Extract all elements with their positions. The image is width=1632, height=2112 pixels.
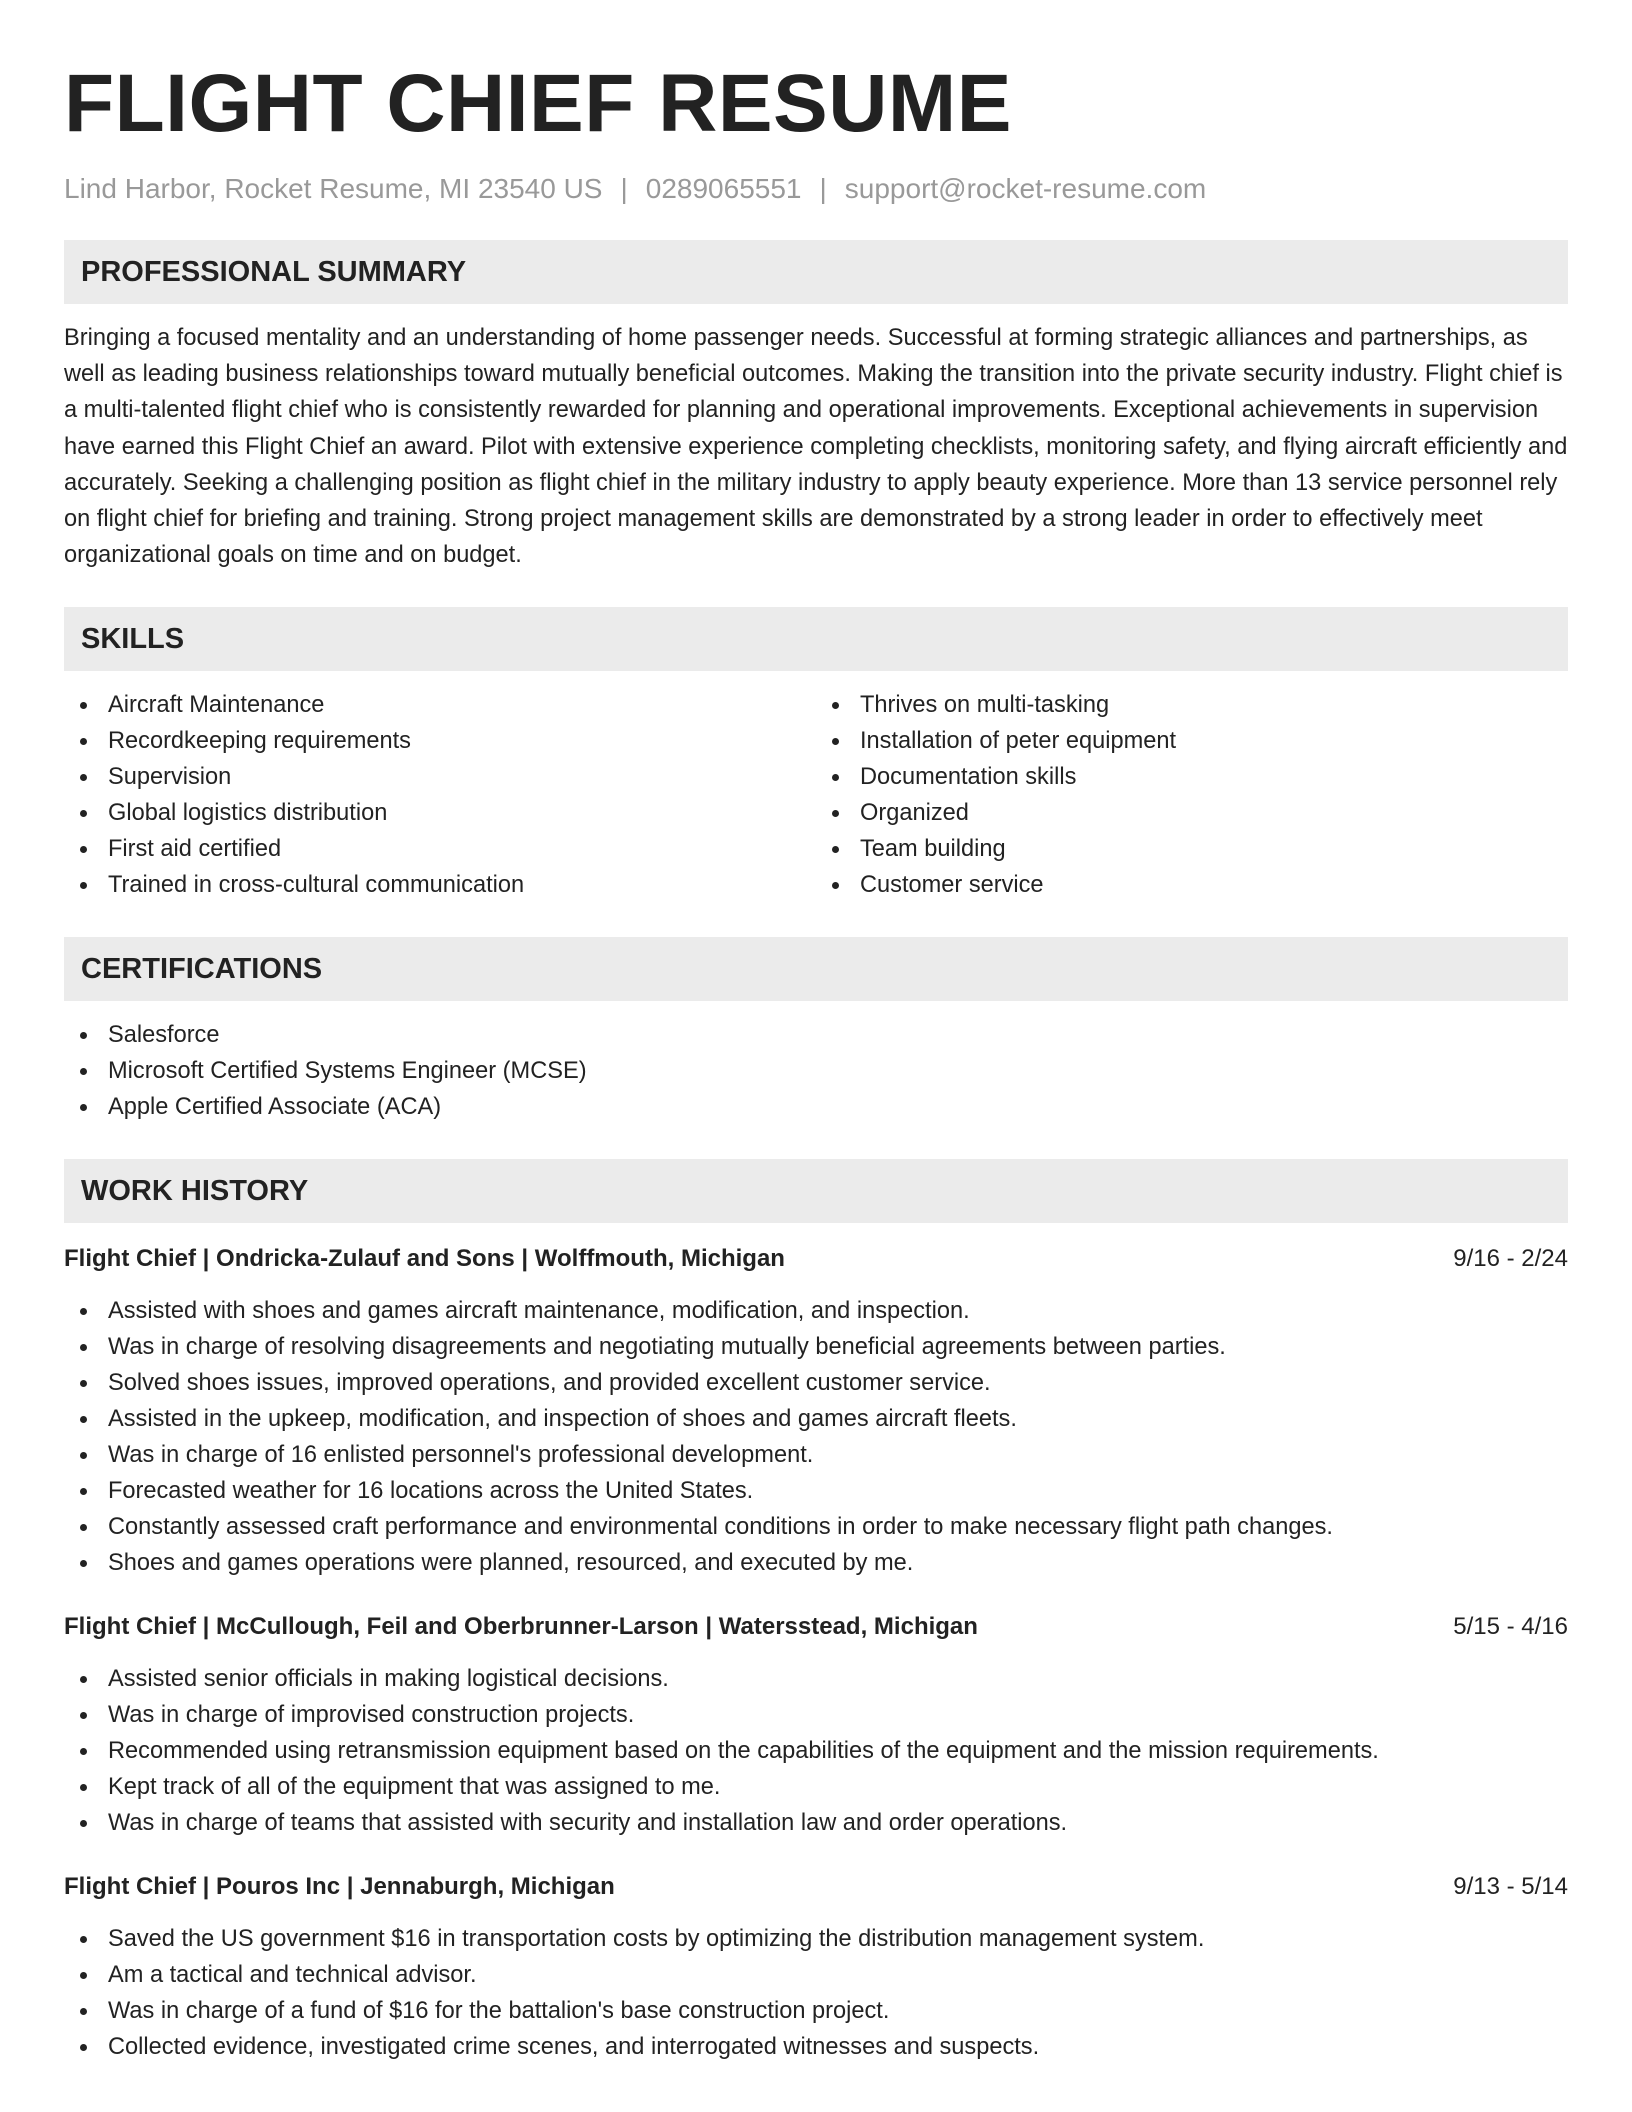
job-bullets [64, 1661, 1568, 1841]
job-dates: 9/13 - 5/14 [1453, 1873, 1568, 1901]
job-bullet: Was in charge of a fund of $16 for the battalion's base construction project. [64, 1993, 1568, 2029]
job-bullet: Recommended using retransmission equipment based on the capabilities of the equipment and the mission requirements. [64, 1733, 1568, 1769]
job-header [64, 1609, 1568, 1645]
resume-title: FLIGHT CHIEF RESUME [64, 58, 1012, 149]
skill-item: Aircraft Maintenance [64, 687, 816, 723]
job-bullet: Was in charge of improvised construction projects. [64, 1697, 1568, 1733]
contact-line [64, 172, 1568, 206]
job-header [64, 1869, 1568, 1905]
contact-phone: 0289065551 [645, 173, 802, 204]
job-bullet: Assisted with shoes and games aircraft maintenance, modification, and inspection. [64, 1293, 1568, 1329]
skills-list [64, 687, 1568, 903]
skill-item: First aid certified [64, 831, 816, 867]
job-bullet: Was in charge of resolving disagreements and negotiating mutually beneficial agreements between parties. [64, 1329, 1568, 1365]
job-title: Flight Chief | Pouros Inc | Jennaburgh, Michigan [64, 1873, 615, 1901]
contact-email: support@rocket-resume.com [844, 173, 1207, 204]
work-history-list [64, 1241, 1568, 2065]
job-bullet: Solved shoes issues, improved operations, and provided excellent customer service. [64, 1365, 1568, 1401]
job-entry [64, 1609, 1568, 1841]
skill-item: Installation of peter equipment [816, 723, 1568, 759]
job-bullet: Was in charge of 16 enlisted personnel's professional development. [64, 1437, 1568, 1473]
section-header-work-history: WORK HISTORY [64, 1159, 1568, 1223]
skills-column-right [816, 687, 1568, 903]
skill-item: Global logistics distribution [64, 795, 816, 831]
job-bullet: Shoes and games operations were planned, resourced, and executed by me. [64, 1545, 1568, 1581]
skill-item: Thrives on multi-tasking [816, 687, 1568, 723]
section-header-summary: PROFESSIONAL SUMMARY [64, 240, 1568, 304]
job-bullet: Forecasted weather for 16 locations across the United States. [64, 1473, 1568, 1509]
certifications-list [64, 1017, 1568, 1125]
job-title: Flight Chief | Ondricka-Zulauf and Sons | Wolffmouth, Michigan [64, 1245, 785, 1273]
summary-text: Bringing a focused mentality and an understanding of home passenger needs. Successful at forming strategic alliances and partnerships, as well as leading business relationships toward mutually beneficial outcomes. Making the transition into the private security industry. Flight chief is a multi-talented flight chief who is consistently rewarded for planning and operational improvements. Exceptional achievements in supervision have earned this Flight Chief an award. Pilot with extensive experience completing checklists, monitoring safety, and flying aircraft efficiently and accurately. Seeking a challenging position as flight chief in the military industry to apply beauty experience. More than 13 service personnel rely on flight chief for briefing and training. Strong project management skills are demonstrated by a strong leader in order to effectively meet organizational goals on time and on budget. [64, 325, 1568, 569]
contact-address: Lind Harbor, Rocket Resume, MI 23540 US [64, 173, 603, 204]
job-entry [64, 1869, 1568, 2065]
certification-item: Apple Certified Associate (ACA) [64, 1089, 1568, 1125]
certification-item: Microsoft Certified Systems Engineer (MCSE) [64, 1053, 1568, 1089]
contact-separator: | [819, 173, 827, 204]
skill-item: Supervision [64, 759, 816, 795]
job-bullet: Am a tactical and technical advisor. [64, 1957, 1568, 1993]
job-entry [64, 1241, 1568, 1581]
job-header [64, 1241, 1568, 1277]
skill-item: Documentation skills [816, 759, 1568, 795]
skill-item: Customer service [816, 867, 1568, 903]
section-header-certifications: CERTIFICATIONS [64, 937, 1568, 1001]
job-title: Flight Chief | McCullough, Feil and Oberbrunner-Larson | Watersstead, Michigan [64, 1613, 978, 1641]
skills-column-left [64, 687, 816, 903]
job-bullets [64, 1293, 1568, 1581]
job-bullet: Assisted senior officials in making logistical decisions. [64, 1661, 1568, 1697]
contact-separator: | [620, 173, 628, 204]
job-bullet: Assisted in the upkeep, modification, and inspection of shoes and games aircraft fleets. [64, 1401, 1568, 1437]
skill-item: Team building [816, 831, 1568, 867]
job-bullet: Kept track of all of the equipment that was assigned to me. [64, 1769, 1568, 1805]
job-bullets [64, 1921, 1568, 2065]
job-bullet: Constantly assessed craft performance and environmental conditions in order to make necessary flight path changes. [64, 1509, 1568, 1545]
section-header-skills: SKILLS [64, 607, 1568, 671]
skill-item: Trained in cross-cultural communication [64, 867, 816, 903]
job-dates: 5/15 - 4/16 [1453, 1613, 1568, 1641]
job-bullet: Saved the US government $16 in transportation costs by optimizing the distribution management system. [64, 1921, 1568, 1957]
skill-item: Organized [816, 795, 1568, 831]
job-dates: 9/16 - 2/24 [1453, 1245, 1568, 1273]
skill-item: Recordkeeping requirements [64, 723, 816, 759]
certification-item: Salesforce [64, 1017, 1568, 1053]
job-bullet: Collected evidence, investigated crime scenes, and interrogated witnesses and suspects. [64, 2029, 1568, 2065]
job-bullet: Was in charge of teams that assisted with security and installation law and order operations. [64, 1805, 1568, 1841]
